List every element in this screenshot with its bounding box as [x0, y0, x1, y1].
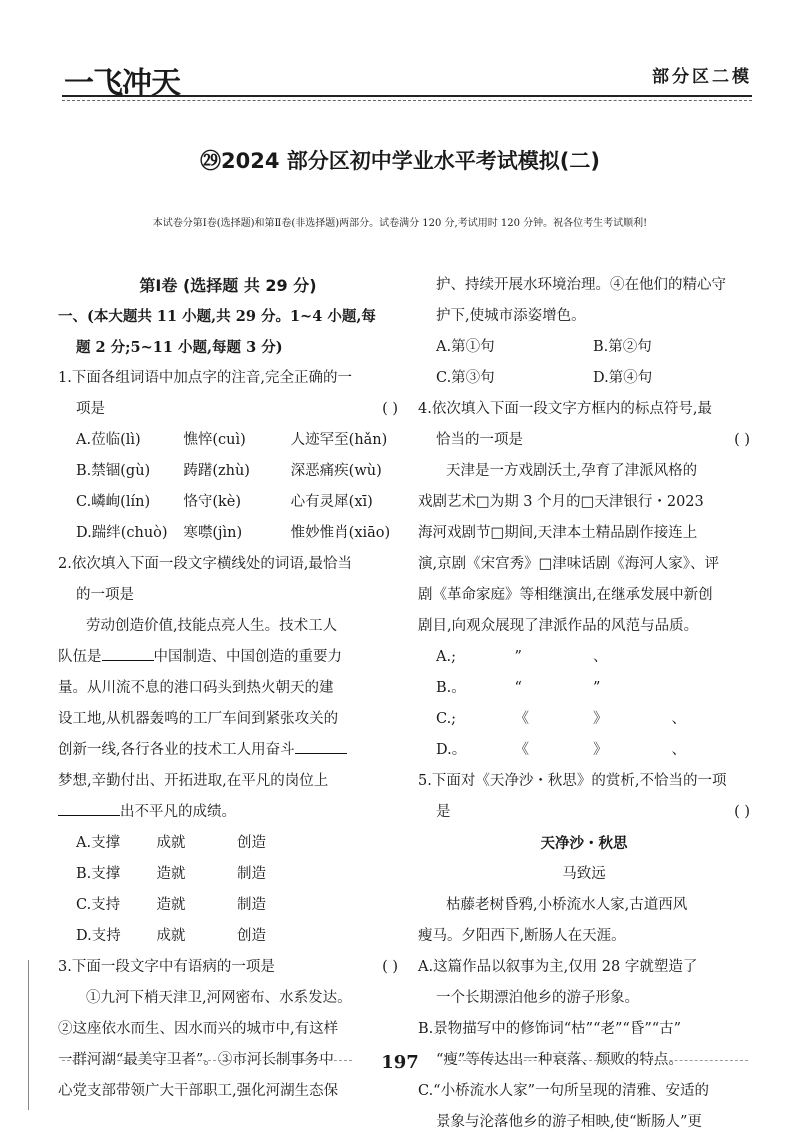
instructions-line: 题 2 分;5~11 小题,每题 3 分): [76, 339, 283, 356]
passage-line: 护、持续开展水环境治理。④在他们的精心守: [436, 277, 726, 293]
option-row: [418, 704, 750, 735]
section-heading: 第Ⅰ卷 (选择题 共 29 分): [139, 276, 317, 295]
passage-line: 量。从川流不息的港口码头到热火朝天的建: [58, 680, 334, 696]
passage-line: 天津是一方戏剧沃土,孕育了津派风格的: [446, 463, 698, 479]
option-row: [58, 828, 398, 859]
passage-text: 中国制造、中国创造的重要力: [153, 649, 342, 665]
question-1-stem: 项是: [76, 401, 105, 417]
option: 造就: [156, 897, 186, 913]
option: B.。: [436, 680, 466, 696]
option: 、: [671, 711, 686, 727]
option: C.嶙峋(lín): [76, 494, 151, 510]
instructions-line: 一、(本大题共 11 小题,共 29 分。1~4 小题,每: [58, 308, 376, 325]
option: 惟妙惟肖(xiāo): [290, 525, 391, 541]
option: ”: [514, 649, 522, 665]
passage-text: 队伍是: [58, 649, 102, 665]
question-4-stem: 4.依次填入下面一段文字方框内的标点符号,最: [418, 401, 712, 417]
question-2-stem: 2.依次填入下面一段文字横线处的词语,最恰当: [58, 556, 352, 572]
option: C.支持: [76, 897, 121, 913]
option-row: [418, 332, 750, 363]
option-row: [58, 456, 398, 487]
option: B.支撑: [76, 866, 121, 882]
right-column: [418, 270, 750, 1138]
option: C.第③句: [436, 370, 495, 386]
header-divider: [62, 95, 752, 101]
answer-paren: ( ): [382, 959, 398, 975]
option: 创造: [237, 928, 266, 944]
option: 成就: [156, 928, 186, 944]
passage-line: 梦想,辛勤付出、开拓进取,在平凡的岗位上: [58, 773, 329, 789]
option: 制造: [237, 897, 266, 913]
left-column: [58, 270, 398, 1107]
passage-text: 创新一线,各行各业的技术工人用奋斗: [58, 742, 295, 758]
passage-line: 剧《革命家庭》等相继演出,在继承发展中新创: [418, 587, 713, 603]
option-line: B.景物描写中的修饰词“枯”“老”“昏”“古”: [418, 1021, 682, 1037]
answer-paren: ( ): [734, 804, 750, 820]
option: 《: [514, 742, 529, 758]
option-row: [58, 487, 398, 518]
option: D.踹绊(chuò): [76, 525, 168, 541]
option: 深恶痛疾(wù): [290, 463, 382, 479]
option-line: “瘦”等传达出一种衰落、颓败的特点。: [436, 1052, 683, 1068]
option-row: [58, 890, 398, 921]
option-line: 一个长期漂泊他乡的游子形象。: [436, 990, 639, 1006]
option: D.。: [436, 742, 467, 758]
passage-line: 劳动创造价值,技能点亮人生。技术工人: [86, 618, 338, 634]
option-line: 景象与沦落他乡的游子相映,使“断肠人”更: [436, 1114, 702, 1130]
fill-blank: [102, 646, 154, 661]
option: 《: [514, 711, 529, 727]
header-tag: 部分区二模: [652, 67, 752, 87]
option: “: [514, 680, 522, 696]
option-row: [58, 921, 398, 952]
answer-paren: ( ): [734, 432, 750, 448]
option: 恪守(kè): [183, 494, 242, 510]
poem-line: 枯藤老树昏鸦,小桥流水人家,古道西风: [446, 897, 688, 913]
option: 》: [593, 742, 608, 758]
passage-line: 演,京剧《宋宫秀》□津味话剧《海河人家》、评: [418, 556, 720, 572]
option-line: C.“小桥流水人家”一句所呈现的清雅、安适的: [418, 1083, 710, 1099]
option: D.第④句: [593, 370, 653, 386]
option-row: [58, 518, 398, 549]
poem-title: 天净沙・秋思: [540, 835, 628, 852]
option-row: [58, 859, 398, 890]
poem-author: 马致远: [562, 866, 606, 882]
question-3-stem: 3.下面一段文字中有语病的一项是: [58, 959, 275, 975]
page-title: ㉙2024 部分区初中学业水平考试模拟(二): [200, 149, 600, 173]
option: A.支撑: [76, 835, 121, 851]
margin-line: [28, 960, 29, 1110]
question-1-stem: 1.下面各组词语中加点字的注音,完全正确的一: [58, 370, 352, 386]
option: 》: [593, 711, 608, 727]
question-4-stem: 恰当的一项是: [436, 432, 523, 448]
passage-line: 戏剧艺术□为期 3 个月的□天津银行・2023: [418, 494, 704, 510]
option: A.;: [436, 649, 456, 665]
option: 寒噤(jìn): [183, 525, 243, 541]
option: 创造: [237, 835, 266, 851]
passage-line: 剧目,向观众展现了津派作品的风范与品质。: [418, 618, 699, 634]
option: A.莅临(lì): [76, 432, 141, 448]
option-row: [58, 425, 398, 456]
option: D.支持: [76, 928, 121, 944]
option: 心有灵犀(xī): [290, 494, 373, 510]
question-2-stem: 的一项是: [76, 587, 134, 603]
option: 、: [671, 742, 686, 758]
passage-text: 出不平凡的成绩。: [120, 804, 236, 820]
passage-line: ①九河下梢天津卫,河网密布、水系发达。: [86, 990, 352, 1006]
passage-line: 一群河湖“最美守卫者”。③市河长制事务中: [58, 1052, 334, 1068]
option: C.;: [436, 711, 457, 727]
brand-logo: 一飞冲天: [64, 66, 180, 101]
passage-line: 设工地,从机器轰鸣的工厂车间到紧张攻关的: [58, 711, 339, 727]
passage-line: 心党支部带领广大干部职工,强化河湖生态保: [58, 1083, 339, 1099]
option: ”: [593, 680, 601, 696]
option: 人迹罕至(hǎn): [290, 432, 388, 448]
question-5-stem: 是: [436, 804, 451, 820]
option: 制造: [237, 866, 266, 882]
option: 憔悴(cuì): [183, 432, 246, 448]
option: 造就: [156, 866, 186, 882]
option: 踌躇(zhù): [183, 463, 250, 479]
passage-line: 海河戏剧节□期间,天津本土精品剧作接连上: [418, 525, 698, 541]
option-row: [418, 363, 750, 394]
option: 、: [593, 649, 608, 665]
option-row: [418, 673, 750, 704]
passage-line: 护下,使城市添姿增色。: [436, 308, 586, 324]
option: A.第①句: [436, 339, 495, 355]
question-5-stem: 5.下面对《天净沙・秋思》的赏析,不恰当的一项: [418, 773, 727, 789]
option: 成就: [156, 835, 186, 851]
page-number: 197: [381, 1052, 419, 1073]
option: B.第②句: [593, 339, 652, 355]
poem-line: 瘦马。夕阳西下,断肠人在天涯。: [418, 928, 626, 944]
answer-paren: ( ): [382, 401, 398, 417]
fill-blank: [295, 739, 347, 754]
fill-blank: [58, 801, 120, 816]
passage-line: ②这座依水而生、因水而兴的城市中,有这样: [58, 1021, 339, 1037]
option-row: [418, 642, 750, 673]
option-row: [418, 735, 750, 766]
exam-notice: 本试卷分第Ⅰ卷(选择题)和第Ⅱ卷(非选择题)两部分。试卷满分 120 分,考试用时 120 分钟。祝各位考生考试顺利!: [152, 218, 648, 229]
option: B.禁锢(gù): [76, 463, 151, 479]
option-line: A.这篇作品以叙事为主,仅用 28 字就塑造了: [418, 959, 698, 975]
